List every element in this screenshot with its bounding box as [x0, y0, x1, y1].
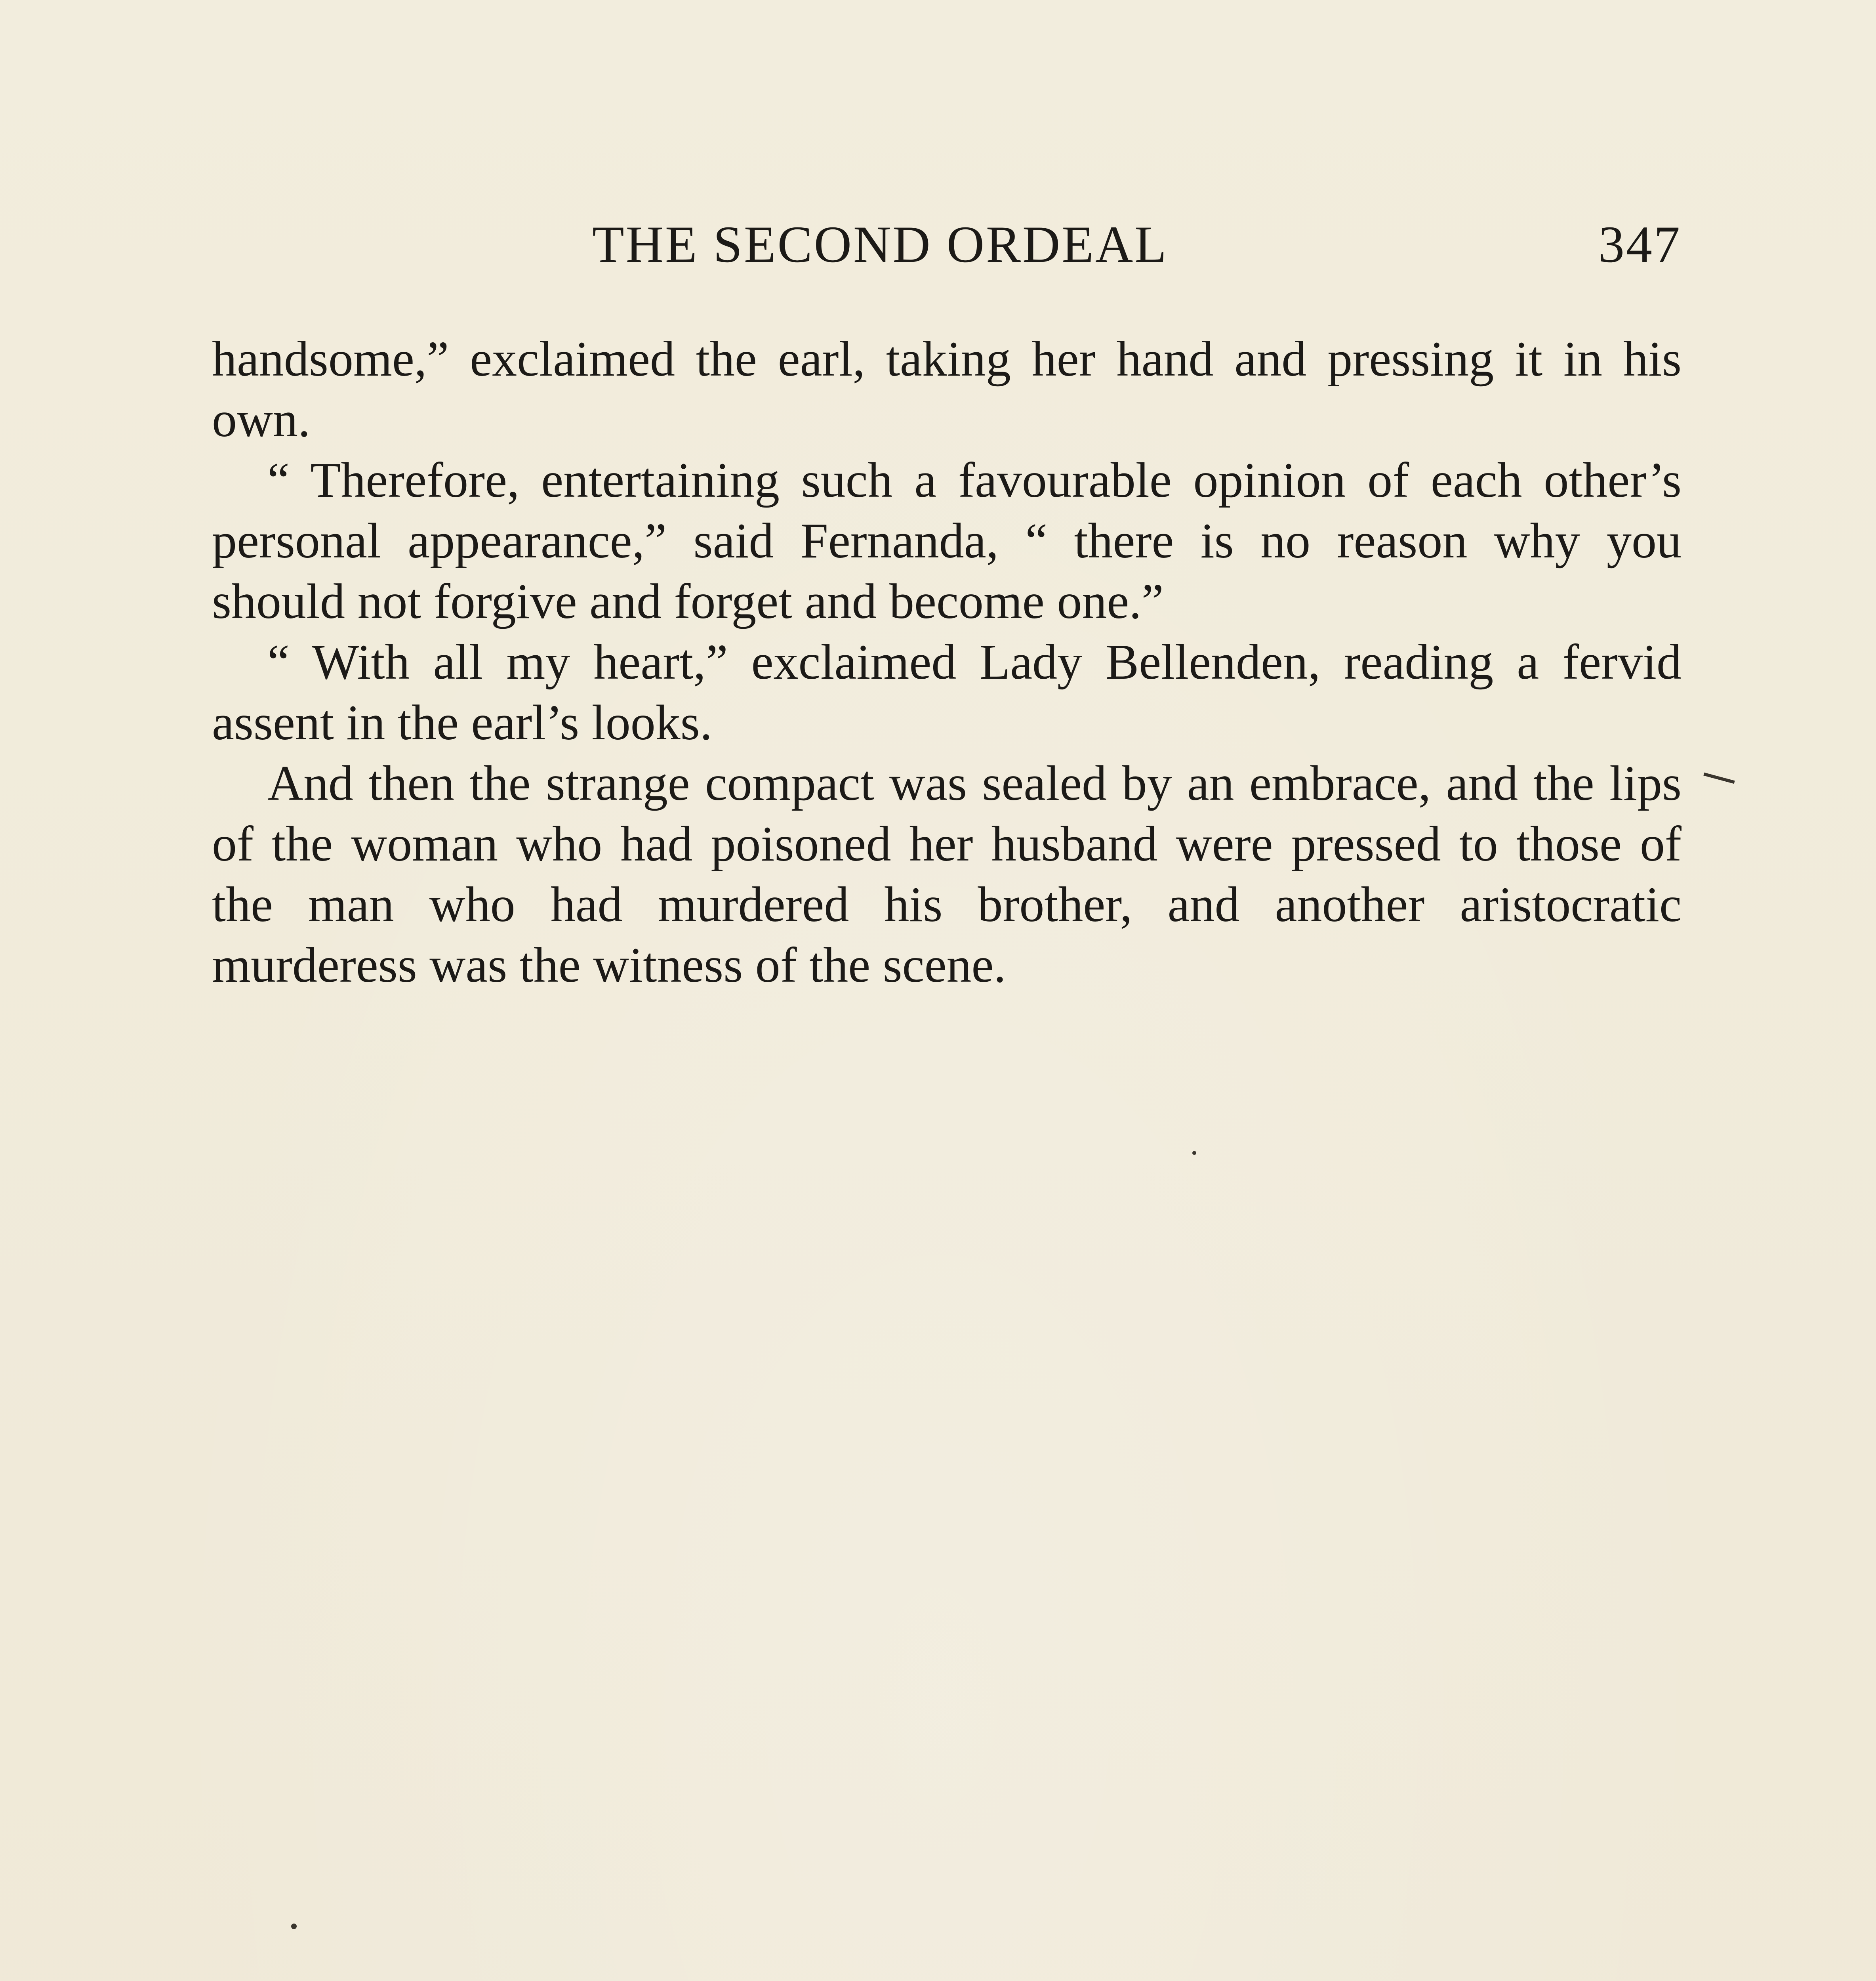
ink-speck	[291, 1924, 297, 1929]
paragraph-4: And then the strange compact was sealed by an embrace, and the lips of the woman who had poisoned her husband were pressed to those of the man who had murdered his brother, and another aristocratic murderess was the witness of the scene.	[212, 756, 1682, 993]
body-text	[212, 329, 1682, 996]
paragraph-1: handsome,” exclaimed the earl, taking her hand and pressing it in his own.	[212, 332, 1682, 447]
chapter-title: THE SECOND ORDEAL	[592, 215, 1168, 273]
paragraph-2: “ Therefore, entertaining such a favourable opinion of each other’s personal appearance,” said Fernanda, “ there is no reason why you should not forgive and forget and become one.”	[212, 453, 1682, 629]
running-head	[212, 214, 1682, 277]
page-number: 347	[1598, 215, 1682, 273]
paragraph-3: “ With all my heart,” exclaimed Lady Bellenden, reading a fervid assent in the earl’s looks.	[212, 635, 1682, 750]
ink-speck	[1192, 1151, 1196, 1155]
ink-speck	[1703, 773, 1735, 784]
